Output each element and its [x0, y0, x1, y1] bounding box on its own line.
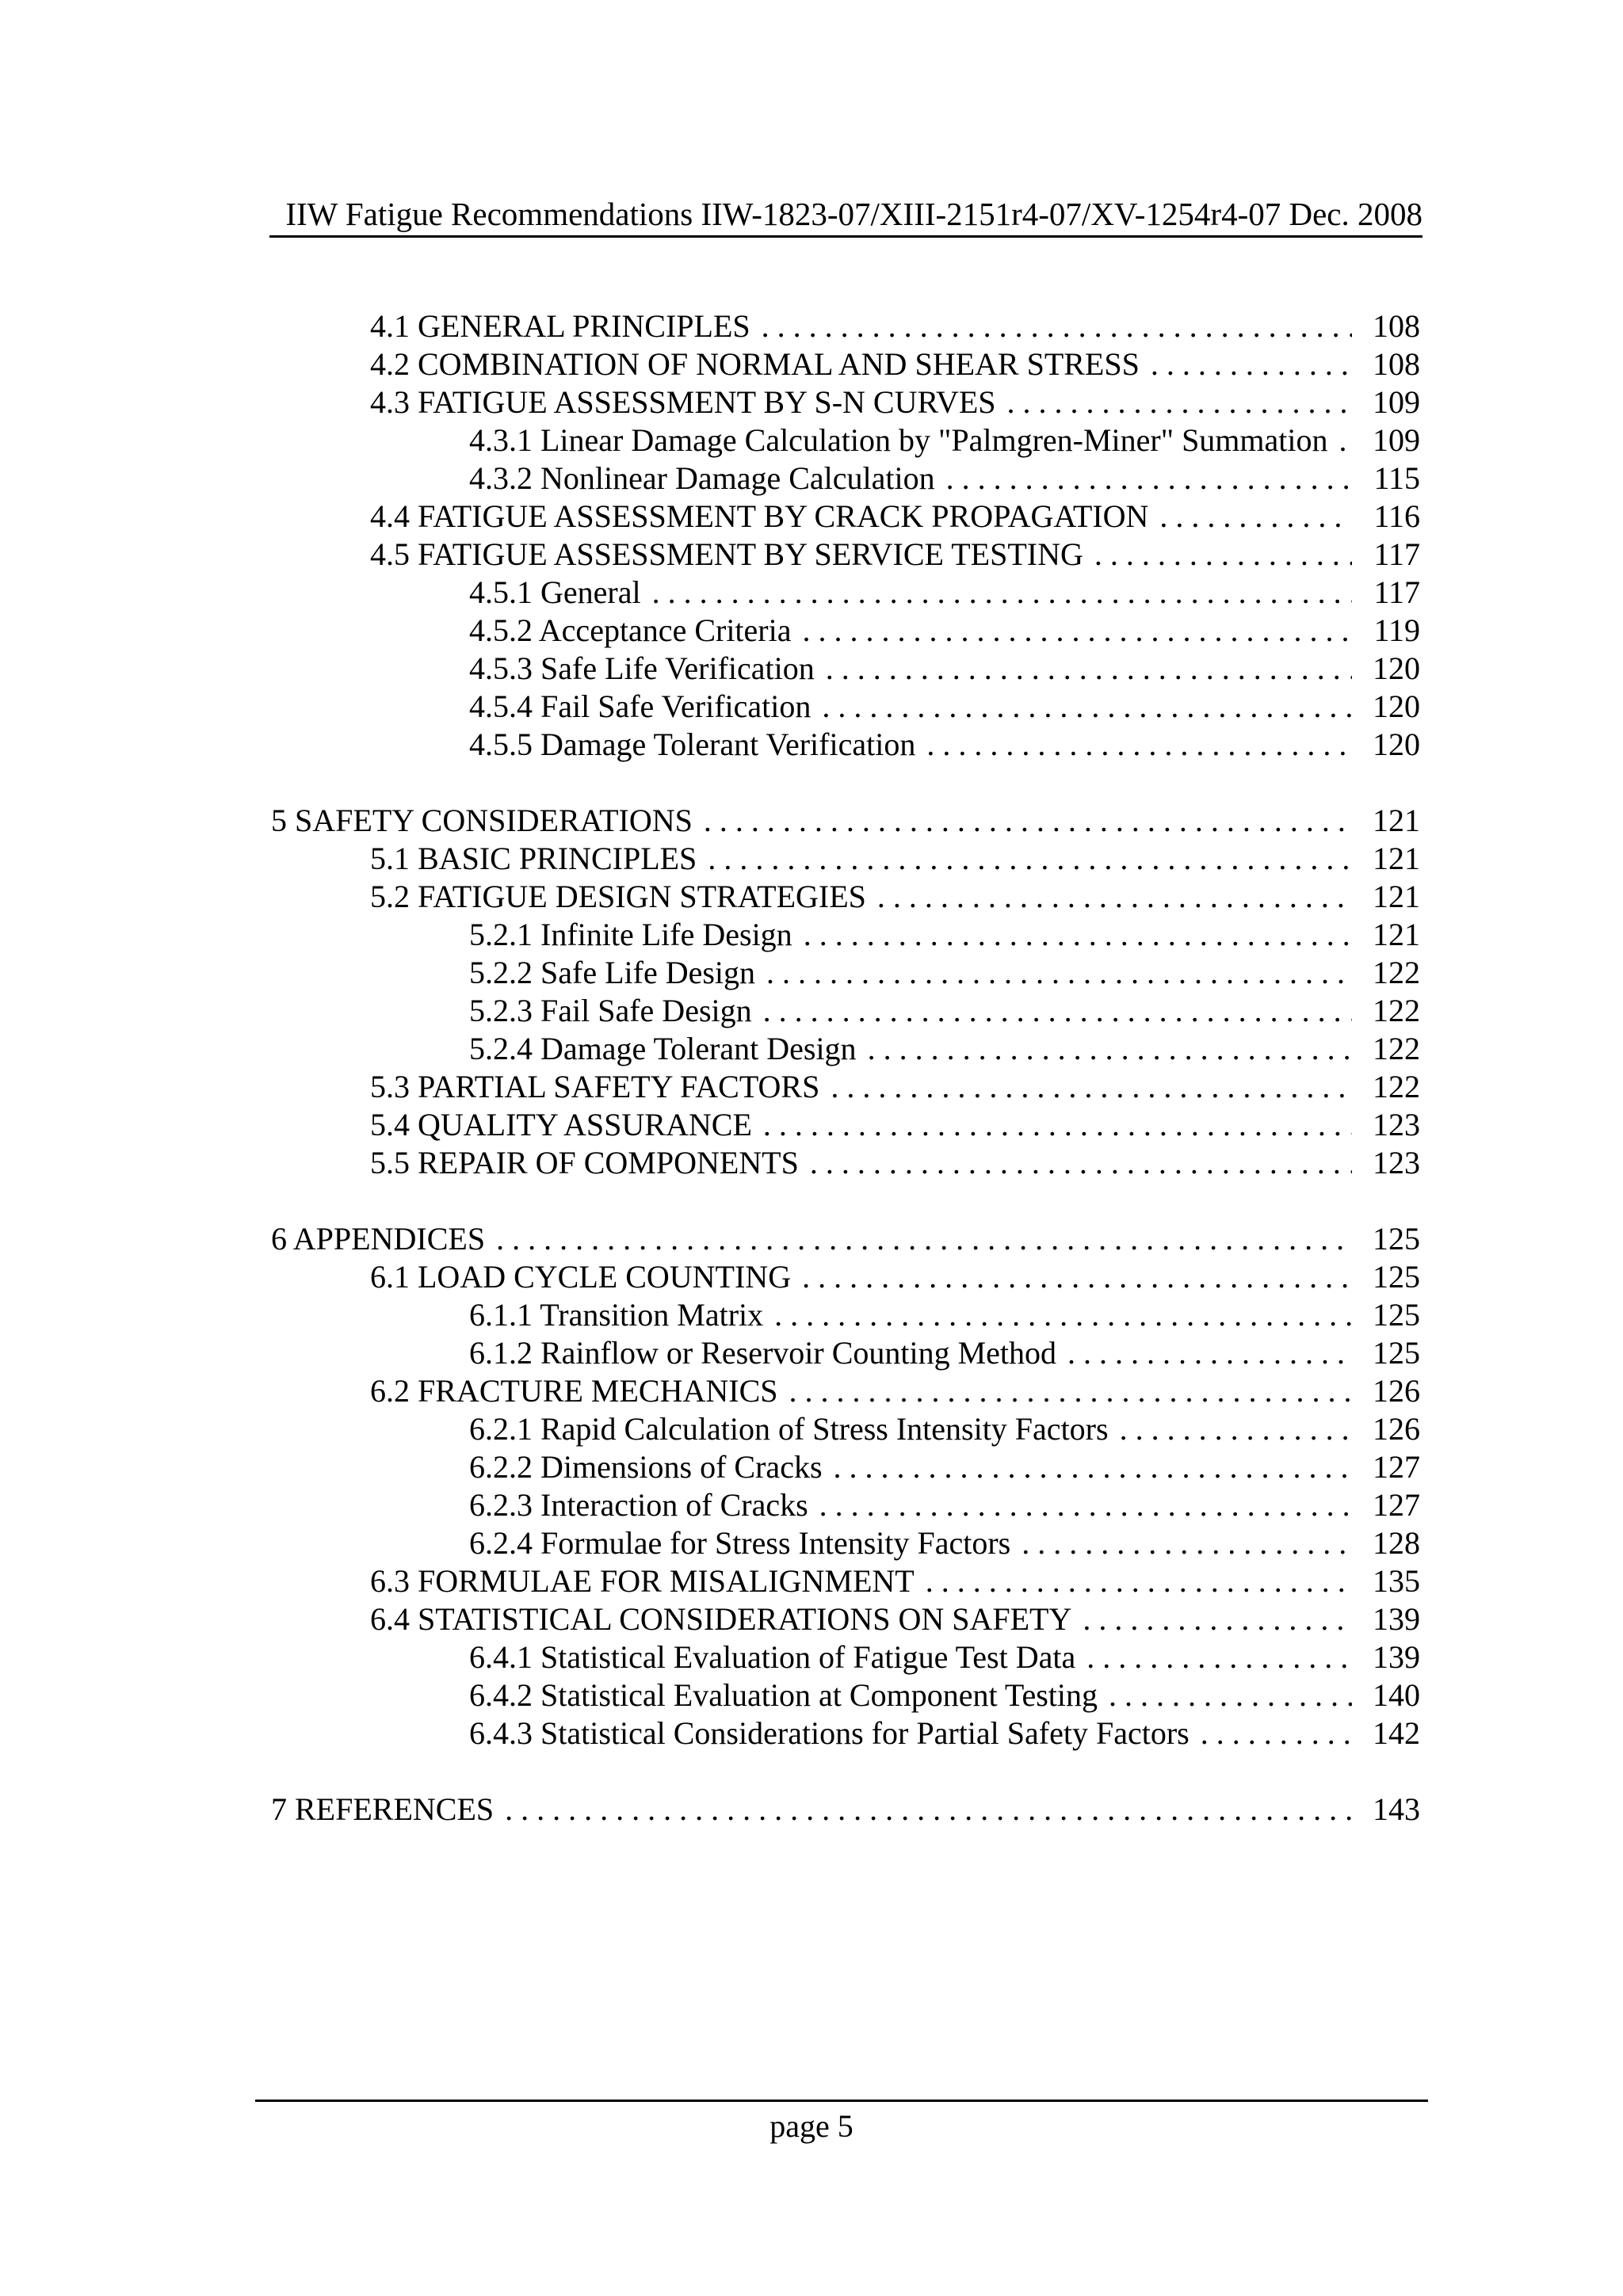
toc-entry-page: 140 — [1373, 1677, 1420, 1713]
toc-entry-title: 5.2.3 Fail Safe Design — [469, 993, 752, 1028]
toc-entry-page: 108 — [1373, 346, 1420, 382]
toc-entry[interactable] — [271, 307, 1420, 345]
leader-dots — [1190, 1714, 1352, 1753]
toc-entry[interactable] — [271, 460, 1420, 498]
leader-dots — [1098, 1676, 1352, 1714]
toc-entry-title: 6.1.1 Transition Matrix — [469, 1297, 764, 1333]
toc-entry-title: 6.2.4 Formulae for Stress Intensity Factors — [469, 1525, 1011, 1561]
toc-entry[interactable] — [271, 612, 1420, 650]
toc-entry-page: 122 — [1373, 993, 1420, 1028]
leader-dots — [778, 1372, 1352, 1410]
toc-entry-title: 4.3 FATIGUE ASSESSMENT BY S-N CURVES — [370, 384, 996, 420]
toc-entry-page: 120 — [1373, 727, 1420, 762]
toc-entry-page: 123 — [1373, 1107, 1420, 1142]
toc-entry[interactable] — [271, 688, 1420, 726]
leader-dots — [697, 840, 1352, 878]
toc-entry[interactable] — [271, 954, 1420, 992]
toc-entry[interactable] — [271, 1220, 1420, 1258]
toc-entry[interactable] — [271, 1638, 1420, 1676]
toc-entry[interactable] — [271, 1372, 1420, 1410]
toc-entry-page: 143 — [1373, 1791, 1420, 1827]
toc-entry-title: 6.1.2 Rainflow or Reservoir Counting Method — [469, 1335, 1057, 1371]
toc-entry[interactable] — [271, 1258, 1420, 1296]
toc-entry-page: 121 — [1373, 803, 1420, 838]
leader-dots — [750, 307, 1352, 345]
toc-entry[interactable] — [271, 916, 1420, 954]
toc-entry[interactable] — [271, 421, 1420, 460]
running-header: IIW Fatigue Recommendations IIW-1823-07/XIII-2151r4-07/XV-1254r4-07 Dec. 2008 — [269, 194, 1423, 238]
toc-entry[interactable] — [271, 1448, 1420, 1486]
leader-dots — [1140, 345, 1352, 383]
toc-entry-title: 6.1 LOAD CYCLE COUNTING — [370, 1259, 792, 1295]
toc-entry-page: 125 — [1373, 1335, 1420, 1371]
toc-entry-title: 6 APPENDICES — [271, 1221, 486, 1257]
leader-dots — [693, 802, 1352, 840]
leader-dots — [755, 954, 1352, 992]
toc-entry-title: 5 SAFETY CONSIDERATIONS — [271, 803, 693, 838]
toc-entry[interactable] — [271, 1068, 1420, 1106]
toc-entry[interactable] — [271, 574, 1420, 612]
toc-entry-title: 4.5.4 Fail Safe Verification — [469, 688, 812, 724]
toc-entry-title: 4.5.3 Safe Life Verification — [469, 650, 815, 686]
toc-entry-title: 4.3.2 Nonlinear Damage Calculation — [469, 460, 935, 496]
leader-dots — [792, 916, 1352, 954]
toc-entry[interactable] — [271, 1791, 1420, 1829]
leader-dots — [791, 1258, 1352, 1296]
toc-entry-page: 115 — [1373, 460, 1420, 496]
leader-dots — [915, 1562, 1352, 1600]
leader-dots — [811, 688, 1352, 726]
toc-entry-title: 5.2.4 Damage Tolerant Design — [469, 1031, 857, 1066]
leader-dots — [1010, 1524, 1352, 1562]
leader-dots — [823, 1448, 1352, 1486]
toc-entry-title: 5.2.2 Safe Life Design — [469, 955, 756, 990]
toc-entry-page: 119 — [1373, 612, 1420, 648]
leader-dots — [915, 726, 1352, 764]
toc-entry-title: 4.5 FATIGUE ASSESSMENT BY SERVICE TESTING — [370, 536, 1083, 572]
leader-dots — [763, 1296, 1352, 1334]
toc-entry-page: 117 — [1373, 574, 1420, 610]
toc-entry-title: 4.5.5 Damage Tolerant Verification — [469, 727, 916, 762]
toc-entry-title: 4.2 COMBINATION OF NORMAL AND SHEAR STRESS — [370, 346, 1140, 382]
leader-dots — [1071, 1600, 1352, 1638]
toc-entry-page: 139 — [1373, 1601, 1420, 1637]
leader-dots — [1109, 1410, 1352, 1448]
leader-dots — [485, 1220, 1352, 1258]
toc-entry-title: 6.4 STATISTICAL CONSIDERATIONS ON SAFETY — [370, 1601, 1072, 1637]
leader-dots — [1328, 421, 1352, 460]
table-of-contents — [271, 307, 1420, 1829]
toc-entry[interactable] — [271, 498, 1420, 536]
toc-entry[interactable] — [271, 1410, 1420, 1448]
toc-entry-page: 122 — [1373, 955, 1420, 990]
toc-entry-page: 135 — [1373, 1563, 1420, 1599]
toc-entry-title: 7 REFERENCES — [271, 1791, 495, 1827]
page-number: page 5 — [769, 2108, 854, 2144]
toc-entry[interactable] — [271, 536, 1420, 574]
toc-entry-title: 6.4.2 Statistical Evaluation at Component Testing — [469, 1677, 1098, 1713]
footer-divider — [255, 2100, 1428, 2102]
toc-entry-page: 125 — [1373, 1221, 1420, 1257]
leader-dots — [1148, 498, 1352, 536]
toc-entry-page: 117 — [1373, 536, 1420, 572]
toc-entry[interactable] — [271, 1030, 1420, 1068]
toc-entry-title: 4.3.1 Linear Damage Calculation by "Palmgren-Miner" Summation — [469, 422, 1328, 458]
toc-entry[interactable] — [271, 1562, 1420, 1600]
toc-entry-page: 121 — [1373, 917, 1420, 952]
toc-entry-title: 4.4 FATIGUE ASSESSMENT BY CRACK PROPAGATION — [370, 498, 1149, 534]
toc-entry-page: 122 — [1373, 1069, 1420, 1104]
toc-entry-title: 5.2.1 Infinite Life Design — [469, 917, 792, 952]
leader-dots — [791, 612, 1352, 650]
toc-entry-title: 4.1 GENERAL PRINCIPLES — [370, 308, 750, 344]
toc-entry-title: 5.5 REPAIR OF COMPONENTS — [370, 1145, 799, 1180]
toc-entry[interactable] — [271, 383, 1420, 421]
toc-entry-page: 127 — [1373, 1487, 1420, 1523]
toc-entry[interactable] — [271, 1486, 1420, 1524]
toc-entry[interactable] — [271, 345, 1420, 383]
toc-entry-page: 121 — [1373, 841, 1420, 876]
toc-entry-page: 109 — [1373, 384, 1420, 420]
toc-entry-page: 120 — [1373, 650, 1420, 686]
toc-entry[interactable] — [271, 802, 1420, 840]
toc-entry-page: 109 — [1373, 422, 1420, 458]
leader-dots — [752, 992, 1352, 1030]
toc-entry[interactable] — [271, 1144, 1420, 1182]
toc-entry[interactable] — [271, 1676, 1420, 1714]
toc-entry-page: 125 — [1373, 1259, 1420, 1295]
toc-entry[interactable] — [271, 992, 1420, 1030]
toc-entry[interactable] — [271, 1600, 1420, 1638]
toc-entry[interactable] — [271, 1106, 1420, 1144]
leader-dots — [641, 574, 1352, 612]
toc-entry-page: 128 — [1373, 1525, 1420, 1561]
leader-dots — [799, 1144, 1352, 1182]
toc-entry-title: 6.4.3 Statistical Considerations for Partial Safety Factors — [469, 1715, 1190, 1751]
toc-entry-title: 6.4.1 Statistical Evaluation of Fatigue Test Data — [469, 1639, 1076, 1675]
toc-entry-page: 121 — [1373, 879, 1420, 914]
toc-entry-title: 6.3 FORMULAE FOR MISALIGNMENT — [370, 1563, 915, 1599]
toc-entry-page: 125 — [1373, 1297, 1420, 1333]
toc-entry-title: 6.2.2 Dimensions of Cracks — [469, 1449, 823, 1485]
toc-entry[interactable] — [271, 878, 1420, 916]
leader-dots — [819, 1068, 1352, 1106]
leader-dots — [857, 1030, 1352, 1068]
toc-entry-page: 127 — [1373, 1449, 1420, 1485]
toc-entry-title: 5.3 PARTIAL SAFETY FACTORS — [370, 1069, 820, 1104]
toc-entry-page: 126 — [1373, 1411, 1420, 1447]
toc-entry[interactable] — [271, 1334, 1420, 1372]
toc-entry-page: 142 — [1373, 1715, 1420, 1751]
toc-entry-page: 123 — [1373, 1145, 1420, 1180]
toc-entry-title: 4.5.1 General — [469, 574, 641, 610]
leader-dots — [1075, 1638, 1352, 1676]
toc-entry-page: 126 — [1373, 1373, 1420, 1409]
toc-entry-page: 108 — [1373, 308, 1420, 344]
leader-dots — [1056, 1334, 1352, 1372]
toc-entry-page: 122 — [1373, 1031, 1420, 1066]
toc-entry[interactable] — [271, 726, 1420, 764]
toc-entry[interactable] — [271, 1296, 1420, 1334]
toc-entry-title: 6.2.1 Rapid Calculation of Stress Intensity Factors — [469, 1411, 1109, 1447]
leader-dots — [815, 650, 1352, 688]
leader-dots — [866, 878, 1352, 916]
toc-entry-title: 4.5.2 Acceptance Criteria — [469, 612, 792, 648]
toc-entry-title: 5.4 QUALITY ASSURANCE — [370, 1107, 752, 1142]
leader-dots — [752, 1106, 1352, 1144]
toc-entry-page: 120 — [1373, 688, 1420, 724]
toc-entry-title: 6.2.3 Interaction of Cracks — [469, 1487, 808, 1523]
toc-entry-title: 5.2 FATIGUE DESIGN STRATEGIES — [370, 879, 866, 914]
toc-entry-title: 5.1 BASIC PRINCIPLES — [370, 841, 697, 876]
toc-entry-page: 139 — [1373, 1639, 1420, 1675]
leader-dots — [494, 1791, 1352, 1829]
leader-dots — [935, 460, 1352, 498]
leader-dots — [996, 383, 1352, 421]
toc-entry[interactable] — [271, 1714, 1420, 1753]
toc-entry[interactable] — [271, 1524, 1420, 1562]
leader-dots — [1083, 536, 1352, 574]
toc-entry[interactable] — [271, 840, 1420, 878]
toc-entry-title: 6.2 FRACTURE MECHANICS — [370, 1373, 778, 1409]
toc-entry[interactable] — [271, 650, 1420, 688]
leader-dots — [808, 1486, 1352, 1524]
toc-entry-page: 116 — [1373, 498, 1420, 534]
